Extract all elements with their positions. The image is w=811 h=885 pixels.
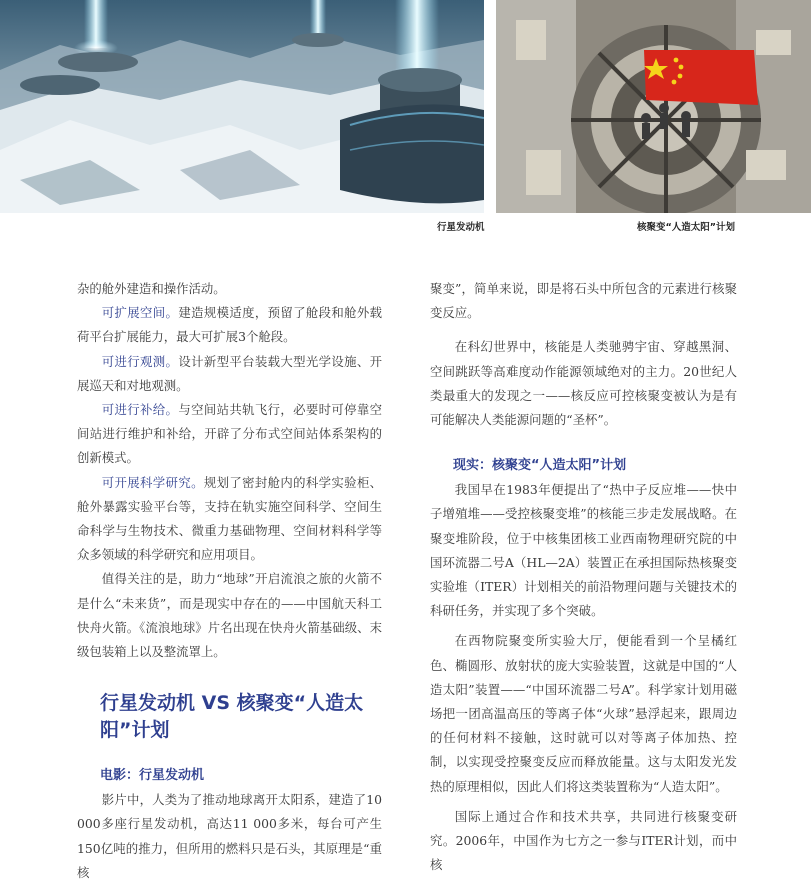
paragraph: 可进行观测。设计新型平台装载大型光学设施、开展巡天和对地观测。	[77, 353, 383, 393]
right-column	[430, 277, 737, 877]
keyword: 可扩展空间。	[101, 305, 179, 321]
paragraph: 在西物院聚变所实验大厅，便能看到一个呈橘红色、椭圆形、放射状的庞大实验装置，这就是中国的“人造太阳”装置——“中国环流器二号A”。科学家计划用磁场把一团高温高压的等离子体“火球”悬浮起来，跟周边的任何材料不接触，这时就可以对等离子体加热、控制，以实现受控聚变反应而释放能量。这与太阳发光发热的原理相似，因此人们将这类装置称为“人造太阳”。	[430, 633, 737, 794]
paragraph: 值得关注的是，助力“地球”开启流浪之旅的火箭不是什么“未来货”，而是现实中存在的——中国航天科工快舟火箭。《流浪地球》片名出现在快舟火箭基础级、末级包装箱上以及整流罩上。	[77, 571, 382, 660]
paragraph: 聚变”，简单来说，即是将石头中所包含的元素进行核聚变反应。	[430, 281, 737, 321]
subsection-title-reality: 现实：核聚变“人造太阳”计划	[453, 458, 627, 474]
planetary-engine-photo	[0, 0, 484, 213]
paragraph: 在科幻世界中，核能是人类驰骋宇宙、穿越黑洞、空间跳跃等高难度动作能源领域绝对的主力。20世纪人类最重大的发现之一——核反应可控核聚变被认为是有可能解决人类能源问题的“圣杯”。	[430, 339, 737, 428]
keyword: 可进行补给。	[101, 402, 179, 418]
paragraph: 影片中，人类为了推动地球离开太阳系，建造了10 000多座行星发动机，高达11 000多米，每台可产生150亿吨的推力，但所用的燃料只是石头，其原理是“重核	[77, 792, 382, 880]
paragraph: 我国早在1983年便提出了“热中子反应堆——快中子增殖堆——受控核聚变堆”的核能三步走发展战略。在聚变堆阶段，位于中核集团核工业西南物理研究院的中国环流器二号A（HL—2A）装置正在承担国际热核聚变实验堆（ITER）计划相关的前沿物理问题与关键技术的科研任务，并实现了多个突破。	[430, 482, 737, 619]
keyword: 可开展科学研究。	[101, 474, 204, 490]
figure-caption-left: 行星发动机	[437, 222, 485, 233]
paragraph: 杂的舱外建造和操作活动。	[77, 281, 226, 296]
keyword: 可进行观测。	[101, 353, 179, 369]
paragraph: 国际上通过合作和技术共享，共同进行核聚变研究。2006年，中国作为七方之一参与ITER计划，而中核	[430, 808, 737, 873]
figure-caption-right: 核聚变“人造太阳”计划	[637, 222, 735, 233]
paragraph: 可扩展空间。建造规模适度，预留了舱段和舱外载荷平台扩展能力，最大可扩展3个舱段。	[77, 305, 383, 345]
subsection-title-film: 电影：行星发动机	[100, 768, 205, 784]
paragraph: 可开展科学研究。规划了密封舱内的科学实验柜、舱外暴露实验平台等，支持在轨实施空间科学、空间生命科学与生物技术、微重力基础物理、空间材料科学等众多领域的科学研究和应用项目。	[77, 474, 383, 563]
section-title: 行星发动机 VS 核聚变“人造太阳”计划	[100, 692, 364, 742]
paragraph: 可进行补给。与空间站共轨飞行，必要时可停靠空间站进行维护和补给，开辟了分布式空间站体系架构的创新模式。	[77, 402, 383, 466]
left-column	[77, 277, 382, 885]
tokamak-device-photo	[496, 0, 811, 213]
